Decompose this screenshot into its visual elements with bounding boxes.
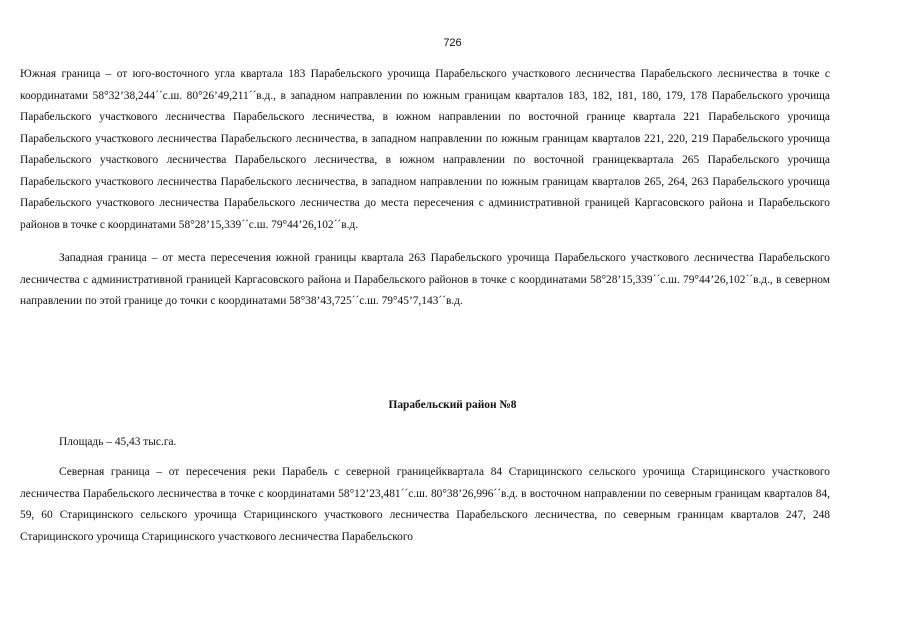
document-body-bottom [20,462,830,548]
south-boundary-text: Южная граница – от юго-восточного угла квартала 183 Парабельского урочища Парабельского участкового лесничества Парабельского лесничества в точке с координатами 58°32’38,244´´с.ш. 80°26’49,211´´в.д., в западном направлении по южным границам кварталов 183, 182, 181, 180, 179, 178 Парабельского урочища Парабельского участкового лесничества Парабельского лесничества, в южном направлении по восточной границе квартала 221 Парабельского урочища Парабельского участкового лесничества Парабельского лесничества, в западном направлении по южным границам кварталов 221, 220, 219 Парабельского урочища Парабельского участкового лесничества Парабельского лесничества, в южном направлении по восточной границеквартала 265 Парабельского урочища Парабельского участкового лесничества Парабельского лесничества, в западном направлении по южным границам кварталов 265, 264, 263 Парабельского урочища Парабельского участкового лесничества Парабельского лесничества до места пересечения с административной границей Каргасовского района и Парабельского районов в точке с координатами 58°28’15,339´´с.ш. 79°44’26,102´´в.д. [20,68,830,231]
section-title: Парабельский район №8 [388,399,517,411]
north-boundary-text: Северная граница – от пересечения реки Парабель с северной границейквартала 84 Старицинского сельского урочища Старицинского участкового лесничества Парабельского лесничества в точке с координатами 58°12’23,481´´с.ш. 80°38’26,996´´в.д. в восточном направлении по северным границам кварталов 84, 59, 60 Старицинского сельского урочища Старицинского участкового лесничества Парабельского лесничества, по северным границам кварталов 247, 248 Старицинского урочища Старицинского участкового лесничества Парабельского [20,466,830,543]
paragraph-north-boundary [20,462,830,548]
paragraph-gap [20,236,830,248]
west-boundary-text: Западная граница – от места пересечения южной границы квартала 263 Парабельского урочища Парабельского участкового лесничества Парабельского лесничества с административной границей Каргасовского района и Парабельского районов в точке с координатами 58°28’15,339´´с.ш. 79°44’26,102´´в.д., в северном направлении по этой границе до точки с координатами 58°38’43,725´´с.ш. 79°45’7,143´´в.д. [20,252,830,307]
paragraph-south-boundary [20,64,830,236]
area-line: Площадь – 45,43 тыс.га. [59,436,177,448]
page-number: 726 [443,37,462,49]
document-body-top [20,64,830,313]
paragraph-west-boundary [20,248,830,313]
